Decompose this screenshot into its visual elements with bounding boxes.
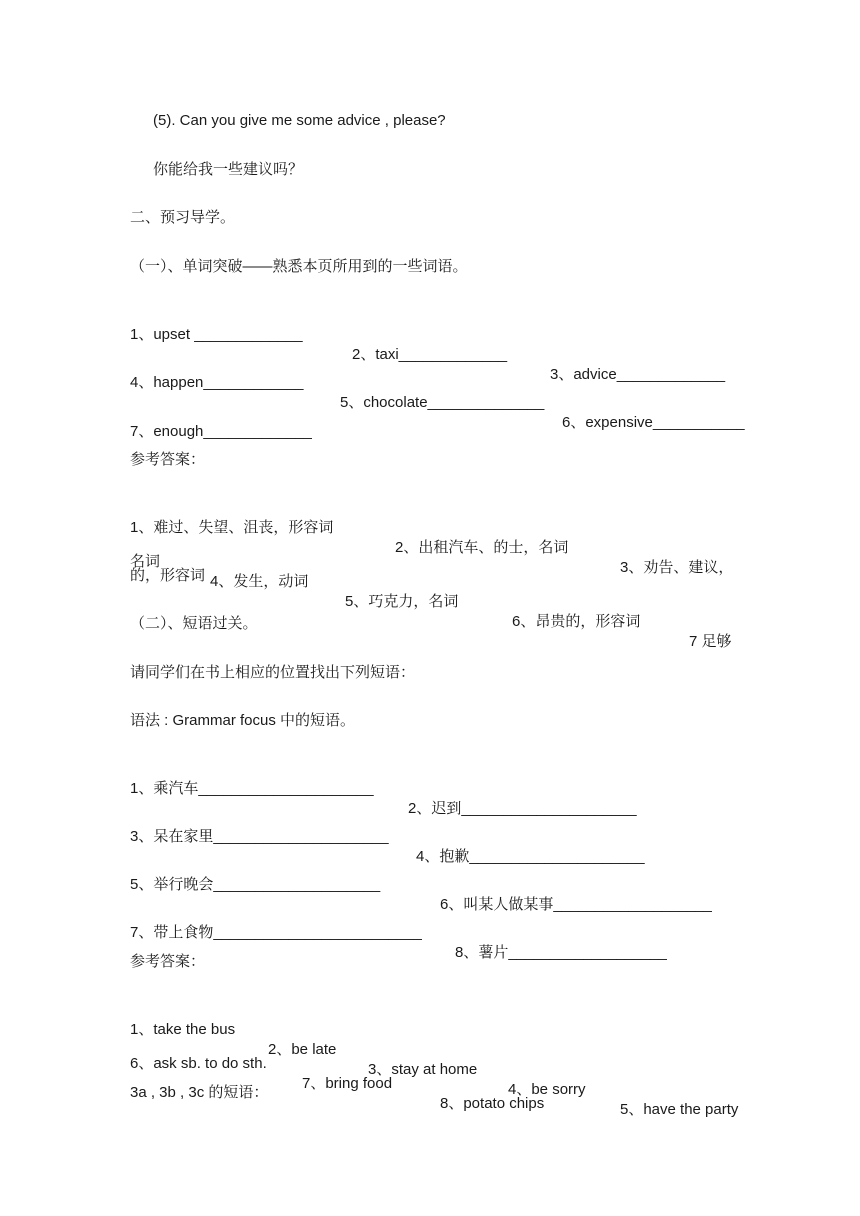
answer-phrase-4: 4、be sorry bbox=[508, 1081, 586, 1098]
example-translation-5: 你能给我一些建议吗？ bbox=[153, 161, 304, 178]
answer-word-7: 7 足够 bbox=[689, 633, 732, 650]
phrase-item-6: 6、叫某人做某事___________________ bbox=[440, 896, 712, 913]
word-item-3: 3、advice_____________ bbox=[550, 366, 726, 383]
answer-word-6: 6、昂贵的，形容词 bbox=[512, 613, 641, 630]
phrase-item-4: 4、抱歉_____________________ bbox=[416, 848, 645, 865]
subsection-phrases: （二）、短语过关。 bbox=[130, 615, 258, 632]
answer-word-3-cont: 名词 bbox=[130, 553, 161, 570]
phrase-item-3: 3、呆在家里_____________________ bbox=[130, 828, 389, 845]
answer-phrase-6: 6、ask sb. to do sth. bbox=[130, 1055, 267, 1072]
grammar-focus-label: 语法 : Grammar focus 中的短语。 bbox=[130, 712, 356, 729]
answer-phrase-8: 8、potato chips bbox=[440, 1095, 545, 1112]
answer-word-1: 1、难过、失望、沮丧，形容词 bbox=[130, 519, 334, 536]
word-item-4: 4、happen____________ bbox=[130, 374, 304, 391]
section-3abc-label: 3a , 3b , 3c 的短语： bbox=[130, 1084, 269, 1101]
word-item-6: 6、expensive___________ bbox=[562, 414, 745, 431]
answer-heading-2: 参考答案： bbox=[130, 953, 206, 970]
answer-phrase-2: 2、be late bbox=[268, 1041, 337, 1058]
phrase-item-5: 5、举行晚会____________________ bbox=[130, 876, 381, 893]
phrase-item-7: 7、带上食物_________________________ bbox=[130, 924, 422, 941]
answer-phrase-1: 1、take the bus bbox=[130, 1021, 236, 1038]
phrase-item-8: 8、薯片___________________ bbox=[455, 944, 667, 961]
answer-word-3: 3、劝告、建议， bbox=[620, 559, 734, 576]
answer-words-row-3: 的，形容词 bbox=[130, 567, 206, 584]
example-sentence-5: (5). Can you give me some advice , please? bbox=[153, 112, 446, 129]
word-item-7: 7、enough_____________ bbox=[130, 423, 312, 440]
word-item-1: 1、upset _____________ bbox=[130, 326, 303, 343]
phrase-item-2: 2、迟到_____________________ bbox=[408, 800, 637, 817]
answer-phrase-3: 3、stay at home bbox=[368, 1061, 478, 1078]
subsection-words: （一）、单词突破——熟悉本页所用到的一些词语。 bbox=[130, 258, 468, 275]
answer-word-5: 5、巧克力，名词 bbox=[345, 593, 459, 610]
phrase-item-1: 1、乘汽车_____________________ bbox=[130, 780, 374, 797]
answer-word-2: 2、出租汽车、的士，名词 bbox=[395, 539, 569, 556]
word-item-5: 5、chocolate______________ bbox=[340, 394, 545, 411]
section-heading-2: 二、预习导学。 bbox=[130, 209, 236, 226]
word-item-2: 2、taxi_____________ bbox=[352, 346, 508, 363]
answer-phrase-7: 7、bring food bbox=[302, 1075, 393, 1092]
instruction-find-phrases: 请同学们在书上相应的位置找出下列短语： bbox=[130, 664, 416, 681]
answer-word-4: 4、发生，动词 bbox=[210, 573, 309, 590]
answer-heading-1: 参考答案： bbox=[130, 451, 206, 468]
answer-phrase-5: 5、have the party bbox=[620, 1101, 739, 1118]
